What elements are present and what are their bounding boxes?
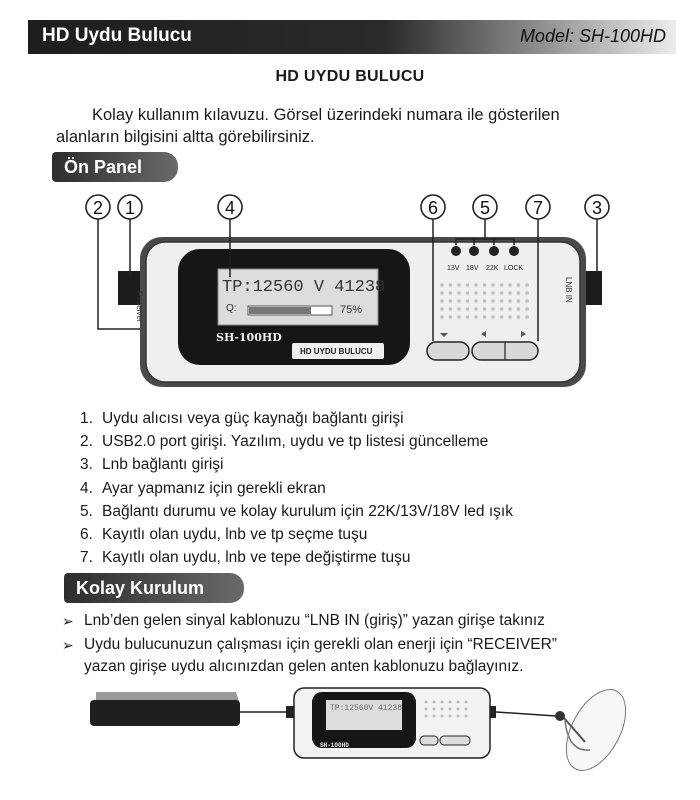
mini-brand-label: SH-100HD	[320, 742, 349, 749]
callout-number: 6	[427, 198, 439, 218]
brand-title: HD Uydu Bulucu	[42, 25, 192, 46]
lnb-cable	[496, 712, 556, 716]
header-bar	[28, 20, 676, 54]
feature-item: 5. Bağlantı durumu ve kolay kurulum için 22K/13V/18V led ışık	[80, 502, 513, 520]
lnb-in-label: LNB IN	[564, 277, 573, 303]
feature-item: 3. Lnb bağlantı girişi	[80, 456, 224, 474]
led-lock	[509, 246, 519, 256]
callout-number: 5	[479, 198, 491, 218]
feature-item: 6. Kayıtlı olan uydu, lnb ve tp seçme tuşu	[80, 526, 368, 544]
led-22k	[489, 246, 499, 256]
section-title-easy-setup: Kolay Kurulum	[64, 573, 244, 603]
satellite-dish-icon	[554, 682, 638, 780]
led-label-13v: 13V	[447, 265, 460, 272]
setup-illustration	[0, 682, 700, 792]
intro-paragraph	[56, 104, 656, 148]
setup-step-2: ➢ Uydu bulucunuzun çalışması için gerekli olan enerji için “RECEIVER” yazan girişe uydu alıcınızdan gelen anten kablonuzu bağlayınız.	[62, 636, 557, 675]
setup-step-1: ➢ Lnb’den gelen sinyal kablonuzu “LNB IN (giriş)” yazan girişe takınız	[62, 610, 652, 632]
quality-percent: 75%	[340, 304, 363, 316]
led-label-lock: LOCK	[504, 265, 524, 272]
pointer-arrow-icon: ➢	[62, 613, 74, 629]
select-button[interactable]	[427, 342, 469, 360]
callout-number: 3	[591, 198, 603, 218]
section-title-front-panel: Ön Panel	[52, 152, 178, 182]
receiver-label: Receiver	[135, 291, 144, 323]
callout-number: 1	[124, 198, 136, 218]
callout-number: 2	[92, 198, 104, 218]
feature-item: 4. Ayar yapmanız için gerekli ekran	[80, 479, 326, 497]
connection-diagram	[0, 682, 700, 792]
intro-line-2: alanların bilgisini altta görebilirsiniz.	[56, 128, 315, 146]
quality-label: Q:	[226, 303, 237, 314]
feature-item: 1. Uydu alıcısı veya güç kaynağı bağlantı girişi	[80, 410, 404, 427]
led-13v	[451, 246, 461, 256]
feature-list	[80, 407, 513, 569]
front-panel-diagram	[0, 185, 700, 395]
led-18v	[469, 246, 479, 256]
callout-markers	[86, 195, 609, 219]
receiver-box	[90, 700, 240, 726]
pointer-arrow-icon: ➢	[62, 637, 74, 653]
setup-steps	[62, 610, 652, 680]
led-label-18v: 18V	[466, 265, 479, 272]
document-title: HD UYDU BULUCU	[275, 68, 425, 85]
led-label-22k: 22K	[486, 265, 499, 272]
feature-item: 2. USB2.0 port girişi. Yazılım, uydu ve tp listesi güncelleme	[80, 433, 489, 451]
feature-item: 7. Kayıtlı olan uydu, lnb ve tepe değiştirme tuşu	[80, 549, 411, 567]
lcd-text: TP:12560 V 41238	[222, 278, 386, 297]
intro-line-1: Kolay kullanım kılavuzu. Görsel üzerindeki numara ile gösterilen	[92, 106, 560, 124]
quality-bar-fill	[249, 307, 311, 314]
model-label: Model: SH-100HD	[519, 26, 666, 46]
callout-number: 7	[532, 198, 544, 218]
model-badge: SH-100HD	[216, 331, 282, 344]
callout-number: 4	[224, 198, 236, 218]
mini-lcd-text: TP:12560V 41238	[330, 704, 403, 713]
product-label: HD UYDU BULUCU	[300, 347, 373, 356]
